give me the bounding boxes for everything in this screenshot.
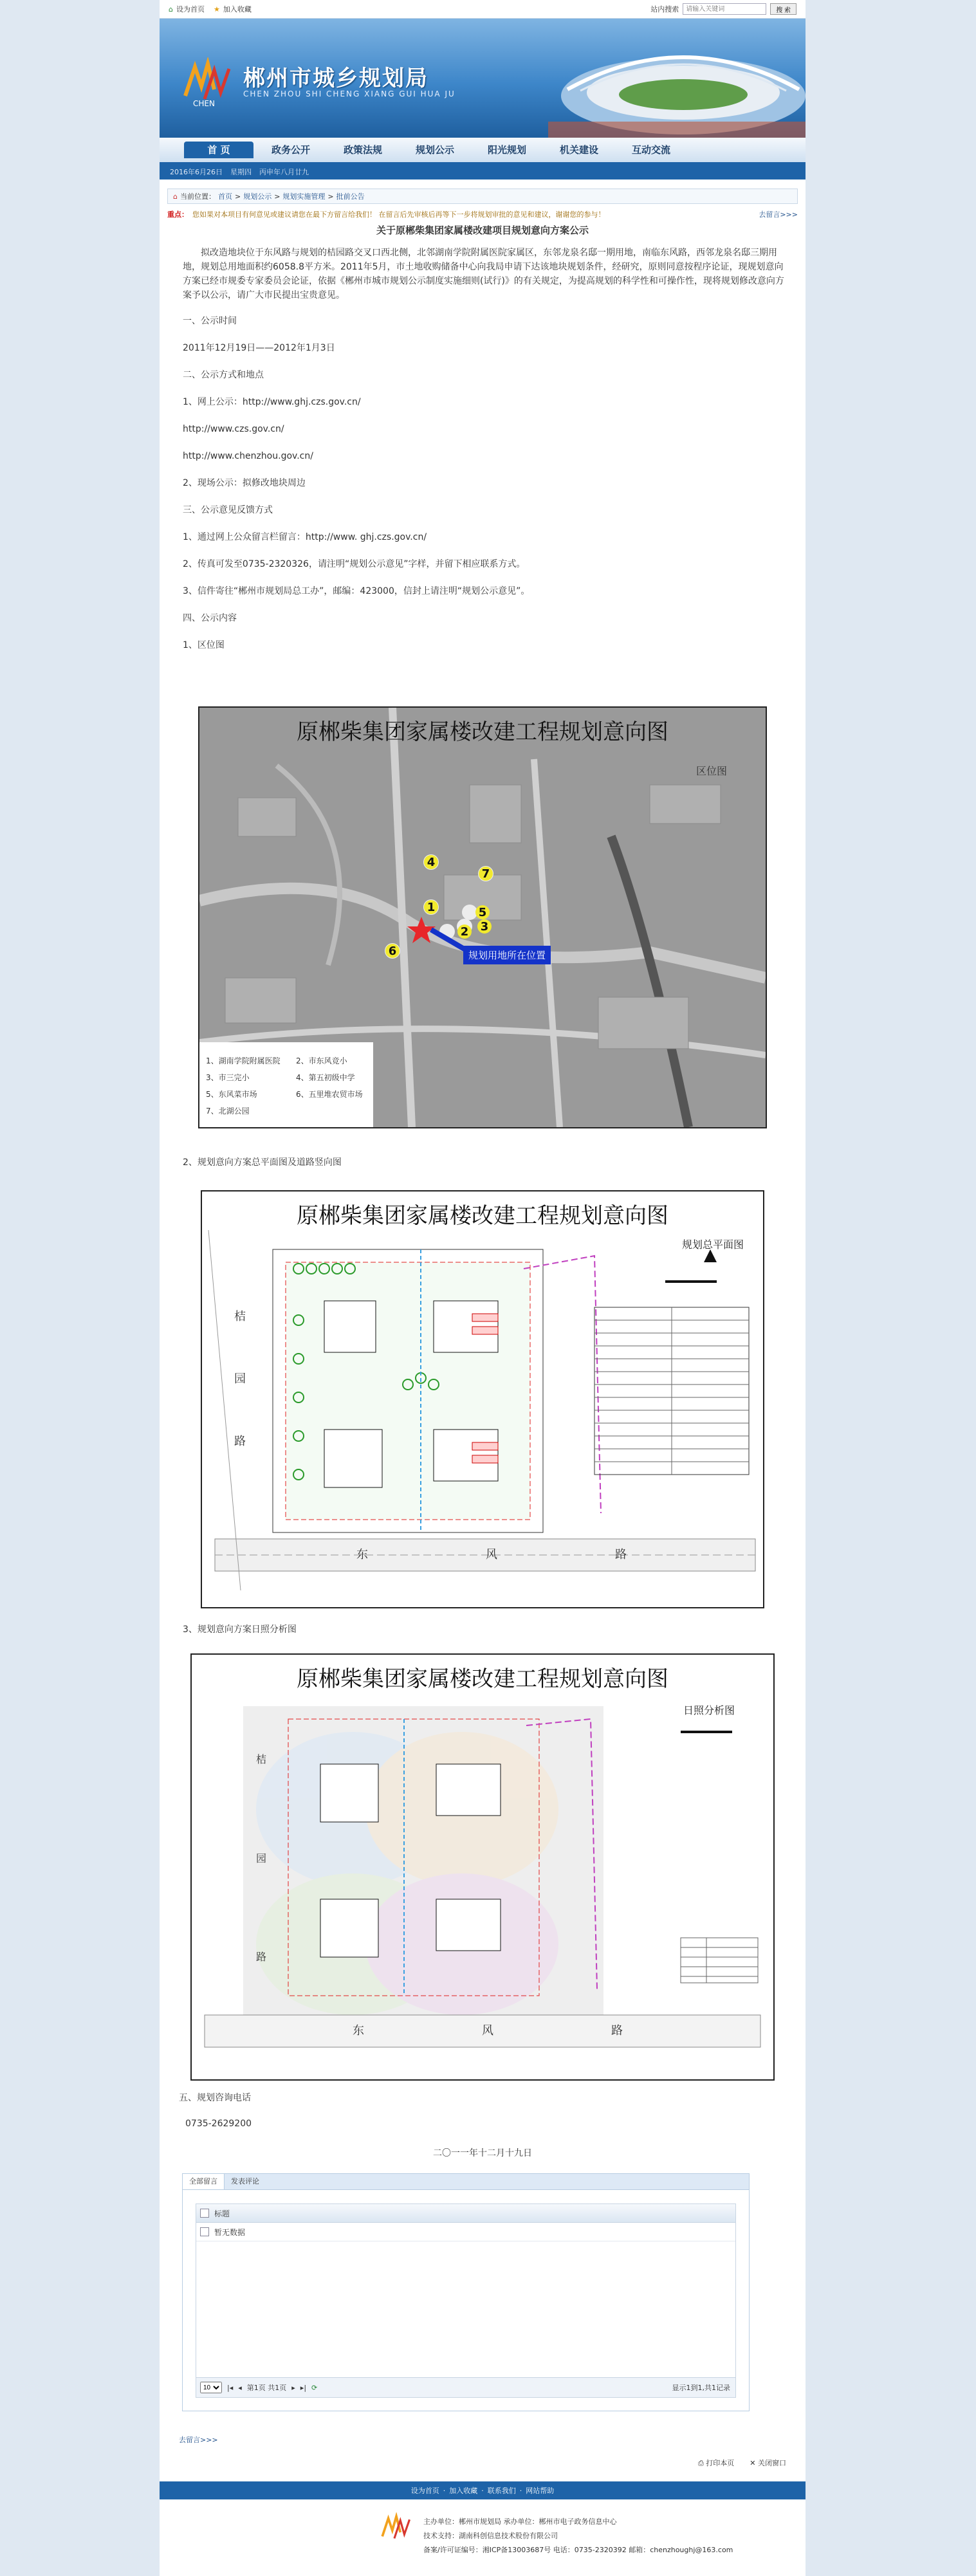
site-notice-text: 2、现场公示：拟修改地块周边 (183, 478, 306, 488)
section-heading: 一、公示时间 (183, 316, 237, 326)
section-heading: 二、公示方式和地点 (183, 370, 264, 380)
city-logo (179, 57, 237, 109)
nav-policies[interactable]: 政策法规 (343, 144, 382, 156)
notice-comment-link[interactable]: 去留言>>> (759, 210, 798, 219)
comments-panel (182, 2173, 750, 2411)
nav-sunshine-planning[interactable]: 阳光规划 (487, 144, 526, 156)
main-nav (160, 138, 806, 164)
figure-subtitle: 日照分析图 (683, 1704, 735, 1716)
footer-sponsor: 主办单位：郴州市规划局 承办单位：郴州市电子政务信息中心 (423, 2517, 617, 2526)
svg-text:6: 6 (388, 944, 397, 958)
site-callout: 规划用地所在位置 (463, 946, 551, 964)
legend-item: 4、第五初级中学 (296, 1073, 355, 1082)
pagination-bar (196, 2377, 735, 2397)
svg-text:1: 1 (427, 901, 436, 914)
close-icon: ✕ (750, 2459, 756, 2467)
breadcrumb (167, 189, 798, 204)
svg-text:3: 3 (480, 920, 489, 934)
sunlight-analysis-figure (190, 1653, 775, 2081)
content-item: 2、规划意向方案总平面图及道路竖向图 (183, 1157, 342, 1168)
footer-logo (378, 2512, 414, 2544)
legend-item: 7、北湖公园 (206, 1107, 250, 1116)
home-icon: ⌂ (169, 5, 173, 14)
printer-icon: ⎙ (697, 2459, 704, 2467)
nav-home[interactable]: 首 页 (184, 142, 253, 158)
location-map-figure (198, 706, 767, 1128)
article-title: 关于原郴柴集团家属楼改建项目规划意向方案公示 (376, 225, 589, 236)
breadcrumb-separator: > (327, 192, 334, 201)
figure-subtitle: 规划总平面图 (681, 1238, 744, 1251)
notice-bar (167, 208, 798, 221)
road-label-dongfeng (356, 1545, 627, 1562)
logo-text: CHEN (193, 99, 215, 108)
comments-table (196, 2203, 736, 2398)
legend-item: 5、东风菜市场 (206, 1090, 257, 1099)
breadcrumb-management[interactable]: 规划实施管理 (282, 192, 326, 201)
road-label-juyuan (234, 1307, 246, 1449)
notice-text: 您如果对本项目有何意见或建议请您在最下方留言给我们！ 在留言后先审核后再等下一步将规划审批的意见和建议，谢谢您的参与！ (192, 210, 605, 219)
figure-subtitle: 区位图 (695, 765, 727, 777)
add-favorite-link[interactable] (214, 4, 252, 14)
road-char: 路 (615, 1548, 627, 1561)
site-search-label: 站内搜索 (650, 5, 679, 14)
url-link[interactable]: http://www.czs.gov.cn/ (183, 424, 284, 434)
breadcrumb-separator: > (274, 192, 281, 201)
road-char: 园 (256, 1852, 267, 1864)
sunlight-analysis-drawing (192, 1655, 773, 2079)
legend-item: 6、五里堆农贸市场 (296, 1090, 363, 1099)
figure-title: 原郴柴集团家属楼改建工程规划意向图 (297, 1666, 668, 1692)
add-favorite-label: 加入收藏 (223, 5, 252, 14)
section-heading: 三、公示意见反馈方式 (183, 505, 273, 515)
content-item: 3、规划意向方案日照分析图 (183, 1624, 297, 1635)
date-bar (160, 164, 806, 179)
section-heading: 四、公示内容 (183, 613, 237, 623)
legend-item: 1、湖南学院附属医院 (206, 1056, 281, 1065)
print-label: 打印本页 (706, 2459, 735, 2467)
road-label-juyuan (256, 1751, 266, 1964)
road-char: 桔 (234, 1310, 246, 1323)
search-button[interactable]: 搜 索 (770, 3, 796, 15)
comment-tabs (183, 2174, 749, 2190)
legend-item: 2、市东风竞小 (296, 1056, 347, 1065)
empty-message: 暂无数据 (214, 2227, 246, 2237)
header-banner (160, 19, 806, 138)
footer-support: 技术支持：湖南科创信息技术股份有限公司 (423, 2532, 558, 2540)
record-summary: 显示1到1,共1记录 (672, 2384, 730, 2392)
table-header (196, 2204, 735, 2223)
footer-separator: · (519, 2486, 522, 2495)
feedback-fax: 2、传真可发至0735-2320326，请注明“规划公示意见”字样，并留下相应联系方式。 (183, 559, 526, 569)
footer-add-fav[interactable]: 加入收藏 (449, 2487, 478, 2495)
print-button[interactable] (698, 2458, 734, 2468)
tab-all-comments[interactable]: 全部留言 (183, 2174, 225, 2189)
star-icon: ★ (213, 5, 220, 14)
tab-post-comment[interactable]: 发表评论 (231, 2177, 259, 2185)
feedback-online: 1、通过网上公众留言栏留言：http://www. ghj.czs.gov.cn/ (183, 532, 427, 542)
breadcrumb-label: 当前位置： (180, 192, 216, 201)
nav-organization[interactable]: 机关建设 (559, 144, 598, 156)
select-all-checkbox[interactable] (200, 2209, 209, 2218)
nav-interaction[interactable]: 互动交流 (631, 144, 670, 156)
content-item: 1、区位图 (183, 640, 225, 650)
close-label: 关闭窗口 (758, 2459, 786, 2467)
notice-label: 重点： (167, 210, 189, 219)
breadcrumb-planning[interactable]: 规划公示 (243, 192, 272, 201)
footer-separator: · (443, 2486, 446, 2495)
current-date: 2016年6月26日 (170, 168, 223, 176)
home-icon: ⌂ (173, 192, 178, 201)
master-plan-figure (201, 1190, 764, 1608)
go-comment-link[interactable]: 去留言>>> (179, 2436, 218, 2444)
page (160, 0, 806, 2576)
set-home-link[interactable] (169, 4, 205, 14)
column-title: 标题 (214, 2209, 230, 2218)
road-char: 风 (486, 1548, 497, 1561)
footer-separator: · (481, 2486, 484, 2495)
first-page-button[interactable]: |◂ (227, 2383, 234, 2392)
next-page-button[interactable]: ▸ (291, 2383, 295, 2392)
site-subtitle: CHEN ZHOU SHI CHENG XIANG GUI HUA JU (243, 89, 456, 98)
row-checkbox[interactable] (200, 2227, 209, 2236)
nav-planning-notice[interactable]: 规划公示 (415, 144, 454, 156)
feedback-mail: 3、信件寄往“郴州市规划局总工办”，邮编：423000，信封上请注明“规划公示意见”。 (183, 586, 530, 596)
close-window-button[interactable] (750, 2458, 786, 2468)
lunar-date: 丙申年八月廿九 (259, 168, 309, 176)
footer-nav (160, 2481, 806, 2499)
page-tools (698, 2458, 786, 2468)
notice-date: 二〇一一年十二月十九日 (433, 2148, 532, 2158)
article-intro: 拟改造地块位于东风路与规划的桔园路交叉口西北侧，北邻湖南学院附属医院家属区，东邻龙泉名邸一期用地，南临东风路，西邻龙泉名邸三期用地，规划总用地面积约6058.8平方米。2011年5月，市土地收购储备中心向我局申请下达该地块规划条件，经研究，原则同意按程序论证，现规划意向方案已经市规委专家委员会论证，依据《郴州市城市规划公示制度实施细则(试行)》的有关规定，为提高规划的科学性和可操作性，现将规划修改意向方案予以公示，请广大市民提出宝贵意见。 (183, 248, 784, 300)
breadcrumb-separator: > (234, 192, 241, 201)
footer-contact[interactable]: 联系我们 (487, 2487, 516, 2495)
site-search (650, 3, 796, 15)
figure-title: 原郴柴集团家属楼改建工程规划意向图 (297, 1203, 668, 1229)
notice-period: 2011年12月19日——2012年1月3日 (183, 343, 335, 353)
footer-help[interactable]: 网站帮助 (526, 2487, 555, 2495)
nav-government-affairs[interactable]: 政务公开 (271, 144, 310, 156)
svg-text:4: 4 (427, 856, 436, 869)
road-char: 风 (482, 2024, 493, 2038)
svg-text:2: 2 (460, 925, 469, 939)
road-char: 东 (356, 1548, 368, 1561)
site-title: 郴州市城乡规划局 (243, 66, 428, 91)
footer-set-home[interactable]: 设为首页 (410, 2487, 439, 2495)
road-label-dongfeng (353, 2021, 623, 2038)
top-bar (160, 0, 806, 19)
set-home-label: 设为首页 (176, 5, 205, 14)
legend-item: 3、市三完小 (206, 1073, 250, 1082)
prev-page-button[interactable]: ◂ (238, 2383, 242, 2392)
table-row (196, 2223, 735, 2241)
search-input[interactable] (683, 3, 766, 15)
breadcrumb-home[interactable]: 首页 (217, 192, 232, 201)
figure-title: 原郴柴集团家属楼改建工程规划意向图 (297, 719, 668, 745)
footer-icp: 备案/许可证编号：湘ICP备13003687号 电话：0735-2320392 邮箱：chenzhoughj@163.com (423, 2546, 733, 2554)
section-heading: 五、规划咨询电话 (179, 2093, 251, 2103)
refresh-icon[interactable]: ⟳ (311, 2383, 318, 2392)
road-char: 路 (611, 2024, 623, 2038)
page-size-select[interactable] (200, 2382, 222, 2393)
map-legend (206, 1053, 373, 1119)
breadcrumb-current[interactable]: 批前公告 (336, 192, 365, 201)
svg-text:5: 5 (478, 906, 487, 919)
current-weekday: 星期四 (230, 168, 252, 176)
stadium-image (529, 32, 806, 138)
url-link[interactable]: http://www.chenzhou.gov.cn/ (183, 451, 313, 461)
road-char: 桔 (256, 1753, 267, 1765)
road-char: 东 (353, 2024, 364, 2038)
road-char: 路 (256, 1951, 267, 1963)
road-char: 园 (234, 1372, 246, 1386)
page-indicator: 第1页 共1页 (246, 2384, 287, 2392)
last-page-button[interactable]: ▸| (300, 2383, 307, 2392)
online-notice-text: 1、网上公示：http://www.ghj.czs.gov.cn/ (183, 397, 361, 407)
footer-info (160, 2499, 806, 2576)
road-char: 路 (234, 1435, 246, 1448)
svg-text:7: 7 (481, 867, 490, 881)
consult-phone: 0735-2629200 (185, 2119, 252, 2129)
